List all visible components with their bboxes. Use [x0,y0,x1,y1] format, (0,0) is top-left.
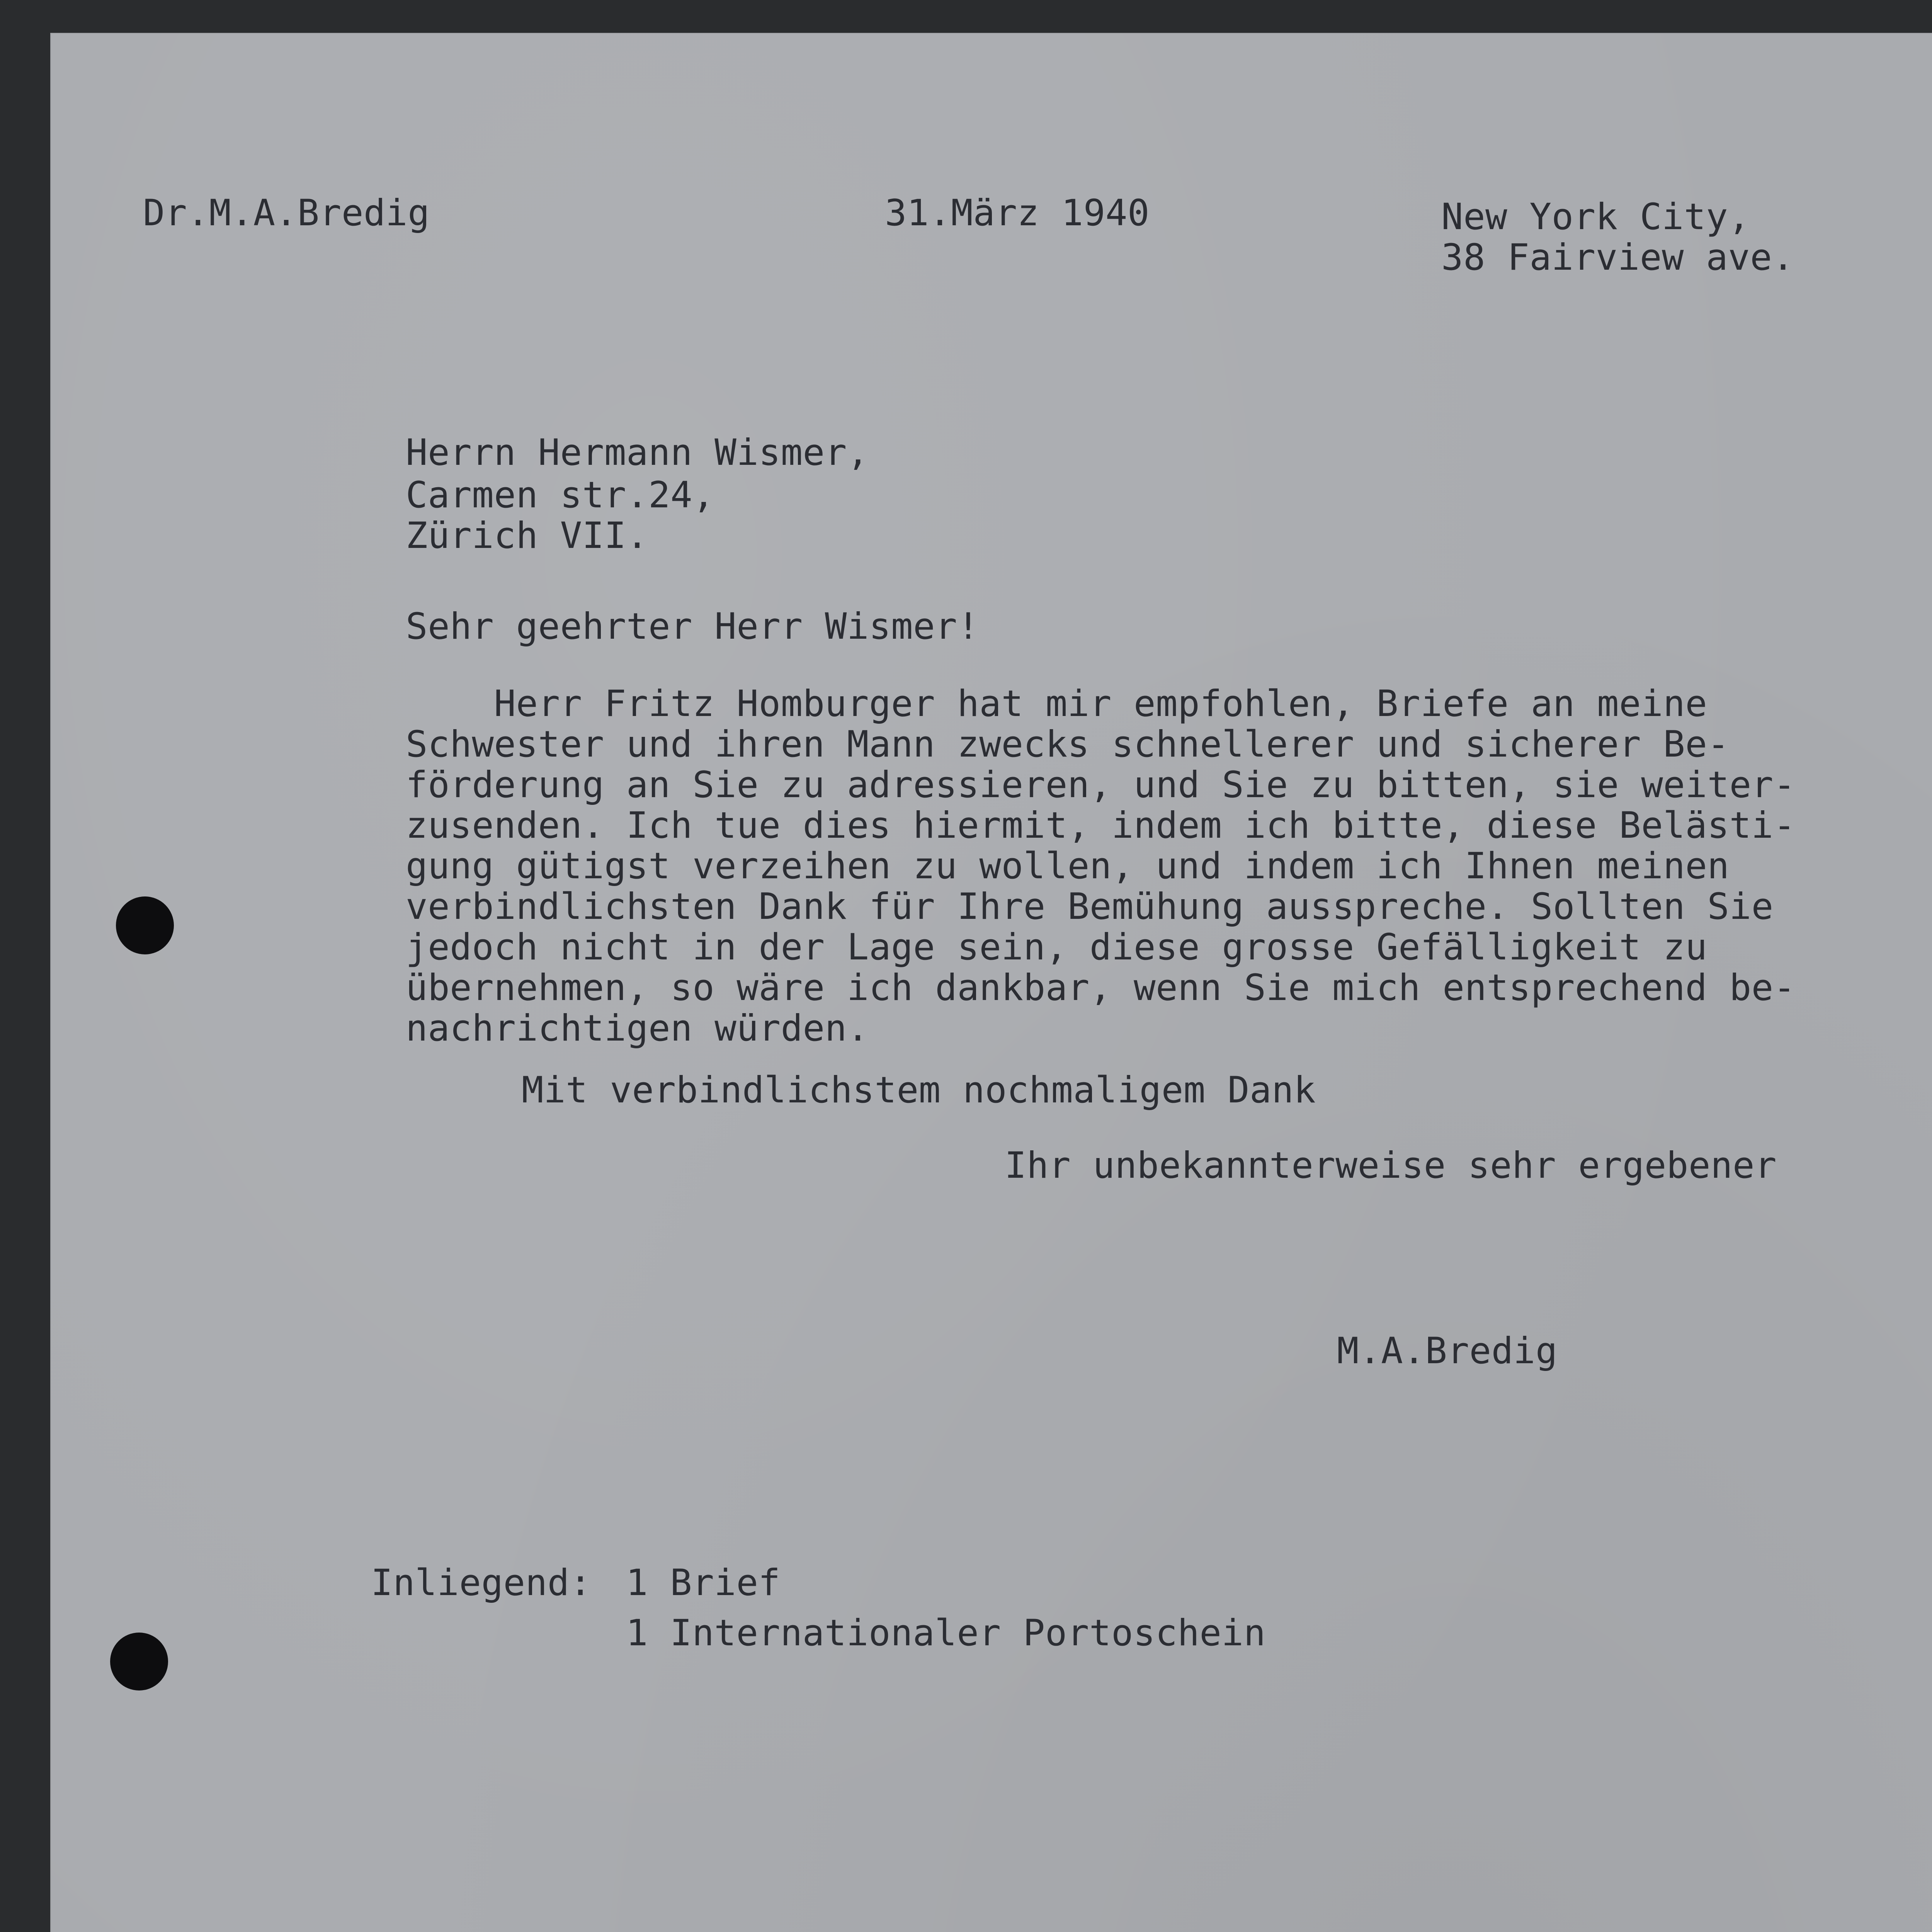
body-line: verbindlichsten Dank für Ihre Bemühung ausspreche. Sollten Sie [406,886,1774,928]
body-line: zusenden. Ich tue dies hiermit, indem ich bitte, diese Belästi- [406,804,1796,847]
closing: Ihr unbekannterweise sehr ergebener [1005,1145,1777,1187]
body-line: Schwester und ihren Mann zwecks schnellerer und sicherer Be- [406,723,1730,765]
punch-hole [116,896,174,954]
sender-name: Dr.M.A.Bredig [143,192,430,234]
punch-hole [110,1633,168,1690]
closing-thanks: Mit verbindlichstem nochmaligem Dank [522,1069,1316,1111]
body-line: übernehmen, so wäre ich dankbar, wenn Sie mich entsprechend be- [406,967,1796,1009]
recipient-line: Zürich VII. [406,515,649,557]
body-line: gung gütigst verzeihen zu wollen, und indem ich Ihnen meinen [406,845,1730,887]
recipient-line: Herrn Hermann Wismer, [406,432,869,474]
enclosure-item: 1 Brief [626,1562,781,1604]
location-street: 38 Fairview ave. [1441,236,1794,279]
body-line: Herr Fritz Homburger hat mir empfohlen, Briefe an meine [406,683,1708,725]
signature: M.A.Bredig [1337,1330,1558,1372]
body-line: nachrichtigen würden. [406,1007,869,1049]
enclosures-label: Inliegend: [371,1562,592,1604]
enclosure-item: 1 Internationaler Portoschein [626,1612,1266,1654]
salutation: Sehr geehrter Herr Wismer! [406,605,980,648]
body-line: jedoch nicht in der Lage sein, diese grosse Gefälligkeit zu [406,926,1708,968]
letter-date: 31.März 1940 [885,192,1150,234]
recipient-line: Carmen str.24, [406,474,715,516]
letter-sheet [50,33,1932,1932]
location-city: New York City, [1441,196,1750,238]
body-line: förderung an Sie zu adressieren, und Sie zu bitten, sie weiter- [406,764,1796,806]
